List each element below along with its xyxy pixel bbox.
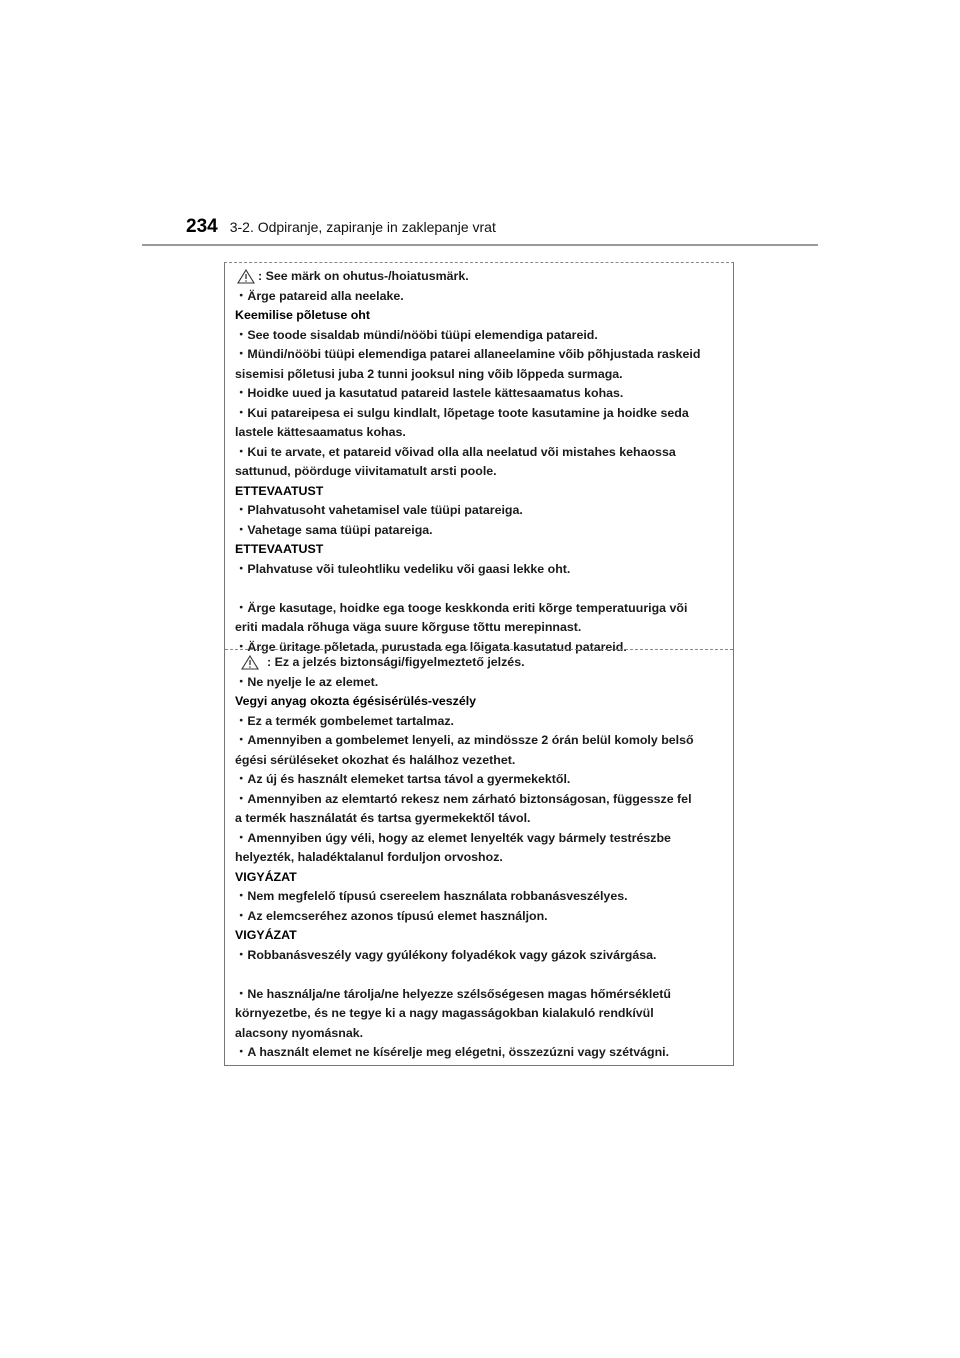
warning-symbol-text: : Ez a jelzés biztonsági/figyelmeztető jelzés. — [267, 655, 525, 669]
warning-text-line: helyezték, haladéktalanul forduljon orvoshoz. — [235, 850, 503, 864]
warning-text-line: ・Vahetage sama tüüpi patareiga. — [235, 522, 433, 537]
warning-triangle-icon — [241, 655, 259, 670]
warning-text-line: ・Robbanásveszély vagy gyúlékony folyadékok vagy gázok szivárgása. — [235, 947, 657, 962]
header-rule — [142, 244, 818, 246]
hungarian-warning-section — [235, 653, 729, 1063]
warning-text-line: ・Az új és használt elemeket tartsa távol a gyermekektől. — [235, 772, 571, 786]
warning-text-line: ・Ne használja/ne tárolja/ne helyezze szélsőségesen magas hőmérsékletű — [235, 986, 671, 1001]
warning-triangle-icon — [237, 269, 255, 284]
estonian-lines — [235, 287, 729, 658]
section-title: 3-2. Odpiranje, zapiranje in zaklepanje vrat — [229, 219, 496, 235]
warning-heading: Vegyi anyag okozta égésisérülés-veszély — [235, 694, 477, 708]
warning-text-line: lastele kättesaamatus kohas. — [235, 425, 406, 439]
warning-symbol-line — [235, 653, 729, 673]
warning-text-line: ・Kui te arvate, et patareid võivad olla alla neelatud või mistahes kehaossa — [235, 444, 676, 459]
warning-symbol-line — [235, 267, 729, 287]
page-number: 234 — [186, 216, 218, 237]
warning-heading: ETTEVAATUST — [235, 483, 324, 498]
warning-text-line: ・Plahvatuse või tuleohtliku vedeliku või gaasi lekke oht. — [235, 561, 571, 576]
warning-text-line: környezetbe, és ne tegye ki a nagy magasságokban kialakuló rendkívül — [235, 1006, 654, 1020]
warning-text-line: ・Ez a termék gombelemet tartalmaz. — [235, 713, 454, 728]
warning-text-line: ・A használt elemet ne kísérelje meg elégetni, összezúzni vagy szétvágni. — [235, 1045, 670, 1059]
warning-text-line: ・Ne nyelje le az elemet. — [235, 674, 379, 689]
spacer — [235, 579, 729, 599]
warning-text-line: ・Amennyiben a gombelemet lenyeli, az mindössze 2 órán belül komoly belső — [235, 733, 694, 747]
warning-text-line: a termék használatát és tartsa gyermekektől távol. — [235, 811, 531, 825]
warning-text-line: ・Amennyiben az elemtartó rekesz nem zárható biztonságosan, függessze fel — [235, 791, 692, 806]
page-header — [186, 216, 496, 238]
warning-heading: ETTEVAATUST — [235, 542, 324, 556]
warning-text-line: ・Kui patareipesa ei sulgu kindlalt, lõpetage toote kasutamine ja hoidke seda — [235, 405, 689, 420]
warning-text-line: ・Ärge kasutage, hoidke ega tooge keskkonda eriti kõrge temperatuuriga või — [235, 600, 688, 615]
warning-text-line: ・Ärge patareid alla neelake. — [235, 288, 404, 303]
warning-text-line: ・See toode sisaldab mündi/nööbi tüüpi elemendiga patareid. — [235, 327, 598, 342]
warning-text-line: ・Hoidke uued ja kasutatud patareid lastele kättesaamatus kohas. — [235, 386, 624, 400]
estonian-warning-section — [235, 267, 729, 657]
battery-warning-box — [224, 262, 734, 1066]
warning-heading: VIGYÁZAT — [235, 928, 297, 942]
section-separator — [225, 649, 733, 650]
warning-heading: Keemilise põletuse oht — [235, 308, 370, 322]
warning-text-line: ・Nem megfelelő típusú csereelem használata robbanásveszélyes. — [235, 889, 628, 903]
warning-text-line: sisemisi põletusi juba 2 tunni jooksul ning võib lõppeda surmaga. — [235, 366, 623, 381]
warning-text-line: eriti madala rõhuga väga suure kõrguse tõttu merepinnast. — [235, 620, 582, 634]
warning-text-line: ・Amennyiben úgy véli, hogy az elemet lenyelték vagy bármely testrészbe — [235, 830, 671, 845]
warning-heading: VIGYÁZAT — [235, 869, 297, 884]
warning-text-line: ・Ärge üritage põletada, purustada ega lõigata kasutatud patareid. — [235, 639, 627, 654]
spacer — [235, 965, 729, 985]
warning-symbol-text: : See märk on ohutus-/hoiatusmärk. — [258, 269, 469, 283]
warning-text-line: sattunud, pöörduge viivitamatult arsti poole. — [235, 464, 497, 478]
warning-text-line: alacsony nyomásnak. — [235, 1025, 364, 1040]
hungarian-lines — [235, 673, 729, 1063]
warning-text-line: égési sérüléseket okozhat és halálhoz vezethet. — [235, 752, 516, 767]
warning-text-line: ・Mündi/nööbi tüüpi elemendiga patarei allaneelamine võib põhjustada raskeid — [235, 347, 701, 361]
warning-text-line: ・Az elemcseréhez azonos típusú elemet használjon. — [235, 908, 548, 923]
warning-text-line: ・Plahvatusoht vahetamisel vale tüüpi patareiga. — [235, 503, 523, 517]
